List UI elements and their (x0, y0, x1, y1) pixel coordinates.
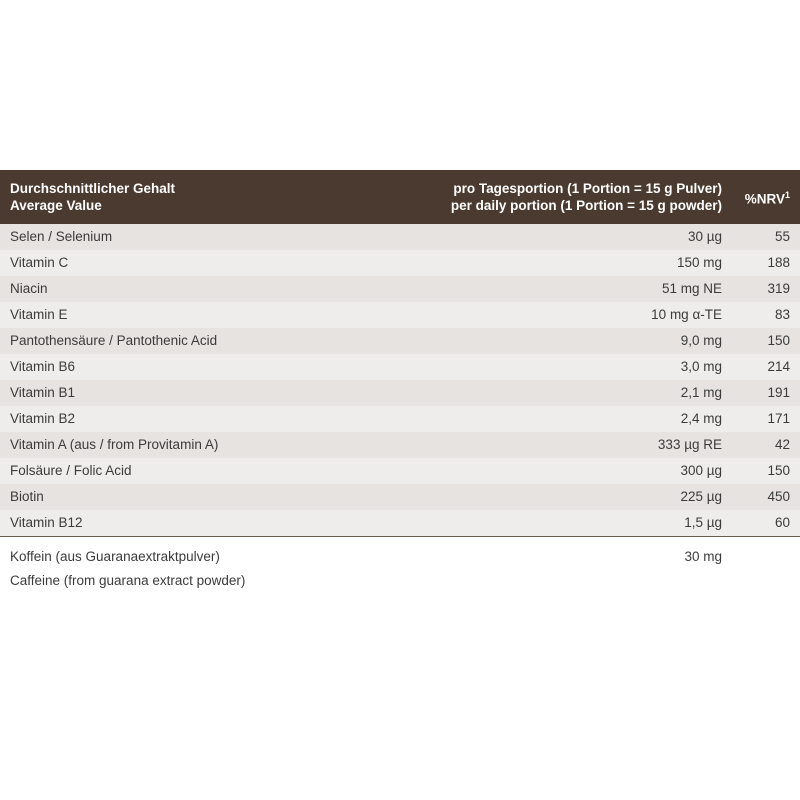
nutrient-nrv: 450 (767, 489, 790, 504)
nutrient-nrv: 55 (774, 229, 790, 244)
nutrient-amount: 2,4 mg (680, 411, 722, 426)
header-cell-per-daily-portion (430, 170, 730, 224)
table-row (0, 250, 800, 276)
nutrient-amount: 30 µg (687, 229, 722, 244)
nutrient-name: Folsäure / Folic Acid (10, 463, 132, 478)
nutrient-amount: 333 µg RE (657, 437, 722, 452)
nutrient-name: Pantothensäure / Pantothenic Acid (10, 333, 218, 348)
table-row (0, 328, 800, 354)
table-row (0, 302, 800, 328)
header-portion-en: per daily portion (1 Portion = 15 g powder) (450, 198, 722, 213)
nutrient-name: Vitamin B6 (10, 359, 76, 374)
nutrient-nrv: 60 (774, 515, 790, 530)
nutrient-amount: 10 mg α-TE (651, 307, 722, 322)
nutrient-name: Vitamin B2 (10, 411, 76, 426)
header-cell-average-value (0, 170, 430, 224)
nutrient-name: Niacin (10, 281, 48, 296)
footer-nutrient-nrv (730, 537, 800, 604)
nutrient-nrv: 319 (767, 281, 790, 296)
table-header-row (0, 170, 800, 224)
nutrient-amount: 225 µg (680, 489, 722, 504)
nutrient-name: Vitamin B12 (10, 515, 83, 530)
footer-name-de: Koffein (aus Guaranaextraktpulver) (10, 549, 220, 564)
header-average-value-en: Average Value (10, 198, 102, 213)
table-row (0, 432, 800, 458)
nutrient-nrv: 171 (767, 411, 790, 426)
table-body (0, 224, 800, 603)
nutrient-name: Selen / Selenium (10, 229, 113, 244)
header-average-value-de: Durchschnittlicher Gehalt (10, 181, 176, 196)
header-nrv-label: %NRV (744, 191, 785, 207)
nutrient-name: Vitamin E (10, 307, 68, 322)
nutrient-name: Vitamin B1 (10, 385, 76, 400)
nutrient-name: Biotin (10, 489, 44, 504)
header-portion-de: pro Tagesportion (1 Portion = 15 g Pulver) (453, 181, 722, 196)
table-row (0, 276, 800, 302)
footer-amount-value: 30 mg (684, 549, 722, 564)
nutrient-amount: 1,5 µg (684, 515, 722, 530)
nutrient-nrv: 188 (767, 255, 790, 270)
nutrient-nrv: 150 (767, 463, 790, 478)
nutrient-amount: 2,1 mg (680, 385, 722, 400)
table-row (0, 484, 800, 510)
table-row (0, 224, 800, 250)
nutrient-nrv: 214 (767, 359, 790, 374)
nutrient-amount: 9,0 mg (680, 333, 722, 348)
nutrient-nrv: 83 (774, 307, 790, 322)
table-footer-row (0, 537, 800, 604)
table-row (0, 380, 800, 406)
table-row (0, 406, 800, 432)
footer-nutrient-amount (430, 537, 730, 604)
table-row (0, 458, 800, 484)
header-cell-nrv (730, 170, 800, 224)
nutrient-nrv: 191 (767, 385, 790, 400)
nutrient-nrv: 42 (774, 437, 790, 452)
footer-nutrient-name (0, 537, 430, 604)
footer-name-en: Caffeine (from guarana extract powder) (10, 573, 246, 588)
nutrient-amount: 300 µg (680, 463, 722, 478)
nutrient-amount: 3,0 mg (680, 359, 722, 374)
nutrition-table (0, 170, 800, 603)
table-row (0, 354, 800, 380)
nutrient-nrv: 150 (767, 333, 790, 348)
table-row (0, 510, 800, 537)
table-header (0, 170, 800, 224)
nutrient-amount: 150 mg (676, 255, 722, 270)
nutrient-name: Vitamin A (aus / from Provitamin A) (10, 437, 219, 452)
nutrient-amount: 51 mg NE (661, 281, 722, 296)
nutrient-name: Vitamin C (10, 255, 69, 270)
header-nrv-footnote-marker: 1 (784, 189, 790, 200)
